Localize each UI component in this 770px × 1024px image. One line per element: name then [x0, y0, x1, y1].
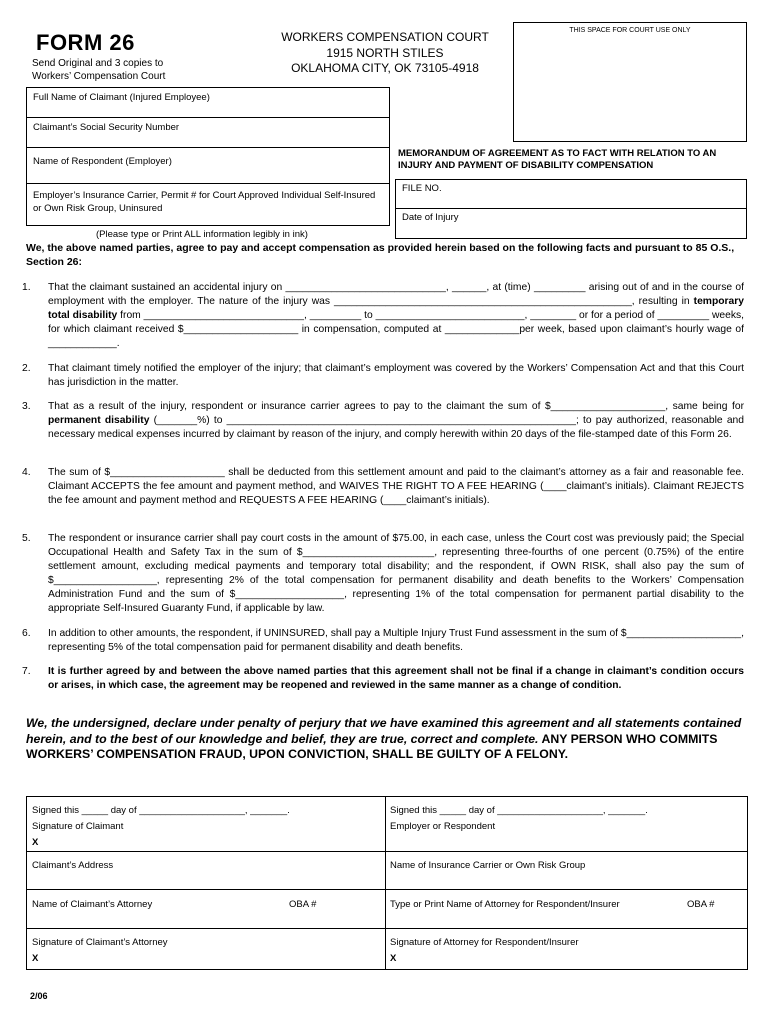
send-line-1: Send Original and 3 copies to — [32, 58, 164, 69]
item-3 — [22, 400, 744, 442]
respondent-attorney-signature-cell[interactable] — [385, 931, 747, 969]
intro-text: We, the above named parties, agree to pay and accept compensation as provided herein based on the following facts and pursuant to 85 O.S., Section 26: — [26, 242, 735, 268]
court-city: OKLAHOMA CITY, OK 73105-4918 — [291, 61, 479, 75]
item-1-emphasis: temporary total disability — [48, 296, 744, 321]
oba-label: OBA # — [687, 899, 715, 910]
item-6 — [22, 627, 744, 655]
claimant-attorney-name-label: Name of Claimant’s Attorney — [32, 899, 153, 910]
respondent-name-field[interactable]: Name of Respondent (Employer) — [27, 148, 389, 184]
court-use-box — [513, 22, 747, 142]
signed-date-line[interactable]: Signed this _____ day of ____________________, _______. — [390, 805, 648, 816]
item-number: 2. — [22, 363, 31, 374]
item-6-text: In addition to other amounts, the respondent, if UNINSURED, shall pay a Multiple Injury Trust Fund assessment in the sum of $____________________, representing 5% of the total compensation paid for permanent disability and death benefits. — [48, 628, 745, 653]
claimant-attorney-name-cell[interactable] — [27, 893, 385, 929]
item-number: 5. — [22, 533, 31, 544]
insurance-carrier-cell[interactable]: Name of Insurance Carrier or Own Risk Group — [390, 860, 586, 871]
revision-date: 2/06 — [30, 991, 48, 1001]
employer-signature-cell[interactable] — [385, 799, 747, 853]
claimant-address-cell[interactable]: Claimant’s Address — [32, 860, 114, 871]
signed-date-line[interactable]: Signed this _____ day of ____________________, _______. — [32, 805, 290, 816]
item-1 — [22, 281, 744, 351]
claimant-signature-cell[interactable] — [27, 799, 385, 853]
file-info-box — [395, 179, 747, 239]
x-mark: X — [32, 837, 39, 848]
declaration-caps: ANY PERSON WHO COMMITS WORKERS’ COMPENSATION FRAUD, UPON CONVICTION, SHALL BE GUILTY OF A FELONY. — [26, 731, 718, 761]
date-of-injury-field[interactable]: Date of Injury — [402, 212, 459, 223]
file-no-field[interactable]: FILE NO. — [396, 180, 746, 209]
declaration — [26, 716, 746, 763]
claimant-name-field[interactable]: Full Name of Claimant (Injured Employee) — [27, 88, 389, 118]
item-7 — [22, 665, 744, 693]
item-5 — [22, 532, 744, 616]
print-note: (Please type or Print ALL information legibly in ink) — [96, 229, 308, 240]
item-number: 1. — [22, 282, 31, 293]
x-mark: X — [32, 953, 39, 964]
claimant-attorney-signature-label: Signature of Claimant’s Attorney — [32, 937, 168, 948]
memo-title: MEMORANDUM OF AGREEMENT AS TO FACT WITH RELATION TO AN INJURY AND PAYMENT OF DISABILITY COMPENSATION — [398, 148, 717, 171]
court-street: 1915 NORTH STILES — [326, 45, 444, 60]
item-number: 3. — [22, 401, 31, 412]
x-mark: X — [390, 953, 397, 964]
item-2-text: That claimant timely notified the employer of the injury; that claimant’s employment was covered by the Workers’ Compensation Act and that this Court has jurisdiction in the matter. — [48, 363, 744, 388]
item-3-text-c: (_______%) to _____________________________________________________________; to pay authorized, reasonable and necessary medical expenses incurred by claimant by reason of the injury, and comply herewith within 20 days of the file-stamped date of this Form 26. — [48, 415, 744, 440]
employer-or-respondent-label: Employer or Respondent — [390, 821, 496, 832]
item-5-text: The respondent or insurance carrier shall pay court costs in the amount of $75.00, in each case, unless the Court cost was previously paid; the Special Occupational Health and Safety Tax in the sum of $_______________________, representing three-fourths of one percent (0.75%) of the entire settlement amount, excluding medical payments and temporary total disability; and the respondent, if OWN RISK, shall also pay the sum of $__________________, representing 2% of the total compensation for permanent disability and death benefits to the Workers’ Compensation Administration Fund and the sum of $___________________, representing 1% of the total compensation for permanent partial disability to the appropriate Self-Insured Guaranty Fund, if applicable by law. — [48, 533, 744, 614]
declaration-italic: We, the undersigned, declare under penalty of perjury that we have examined this agreement and all statements contained herein, and to the best of our knowledge and belief, they are true, correct and complete. — [26, 716, 742, 746]
insurance-carrier-field[interactable]: Employer’s Insurance Carrier, Permit # for Court Approved Individual Self-Insured or Own Risk Group, Uninsured — [33, 190, 376, 214]
item-4 — [22, 466, 744, 508]
oba-label: OBA # — [289, 899, 317, 910]
item-3-text-a: That as a result of the injury, respondent or insurance carrier agrees to pay to the claimant the sum of $____________________, same being for — [48, 401, 744, 412]
item-2 — [22, 362, 744, 390]
respondent-attorney-signature-label: Signature of Attorney for Respondent/Insurer — [390, 937, 579, 948]
item-number: 6. — [22, 628, 31, 639]
send-instructions — [32, 57, 192, 83]
claimant-info-box — [26, 87, 390, 226]
court-name: WORKERS COMPENSATION COURT — [281, 30, 489, 44]
court-use-label: THIS SPACE FOR COURT USE ONLY — [569, 27, 691, 34]
claimant-ssn-field[interactable]: Claimant’s Social Security Number — [27, 118, 389, 148]
respondent-attorney-name-cell[interactable] — [385, 893, 747, 929]
item-4-text: The sum of $____________________ shall be deducted from this settlement amount and paid to the claimant’s attorney as a fair and reasonable fee. Claimant ACCEPTS the fee amount and payment method, and WAIVES THE RIGHT TO A FEE HEARING (____claimant’s initials). Claimant REJECTS the fee amount and payment method and REQUESTS A FEE HEARING (____claimant’s initials). — [48, 467, 744, 506]
item-1-text-c: from ____________________________, _________ to __________________________, ________ or for a period of _________ weeks, for which claimant received $____________________ in compensation, computed at _____________per week, based upon claimant’s hourly wage of ____________. — [48, 310, 744, 349]
respondent-attorney-name-label: Type or Print Name of Attorney for Respondent/Insurer — [390, 899, 620, 910]
claimant-attorney-signature-cell[interactable] — [27, 931, 385, 969]
item-3-emphasis: permanent disability — [48, 415, 150, 426]
item-number: 4. — [22, 467, 31, 478]
signature-of-claimant-label: Signature of Claimant — [32, 821, 124, 832]
item-1-text-a: That the claimant sustained an accidental injury on ____________________________, ______, at (time) _________ arising out of and in the course of employment with the employer. The nature of the injury was ____________________________________________________, resulting in — [48, 282, 744, 307]
form-number: FORM 26 — [36, 30, 135, 55]
signature-table — [26, 796, 748, 970]
send-line-2: Workers’ Compensation Court — [32, 71, 166, 82]
court-address — [260, 30, 510, 77]
item-number: 7. — [22, 666, 31, 677]
item-7-text: It is further agreed by and between the above named parties that this agreement shall not be final if a change in claimant’s condition occurs or arises, in which case, the agreement may be reopened and reviewed in the same manner as a change of condition. — [48, 666, 744, 691]
